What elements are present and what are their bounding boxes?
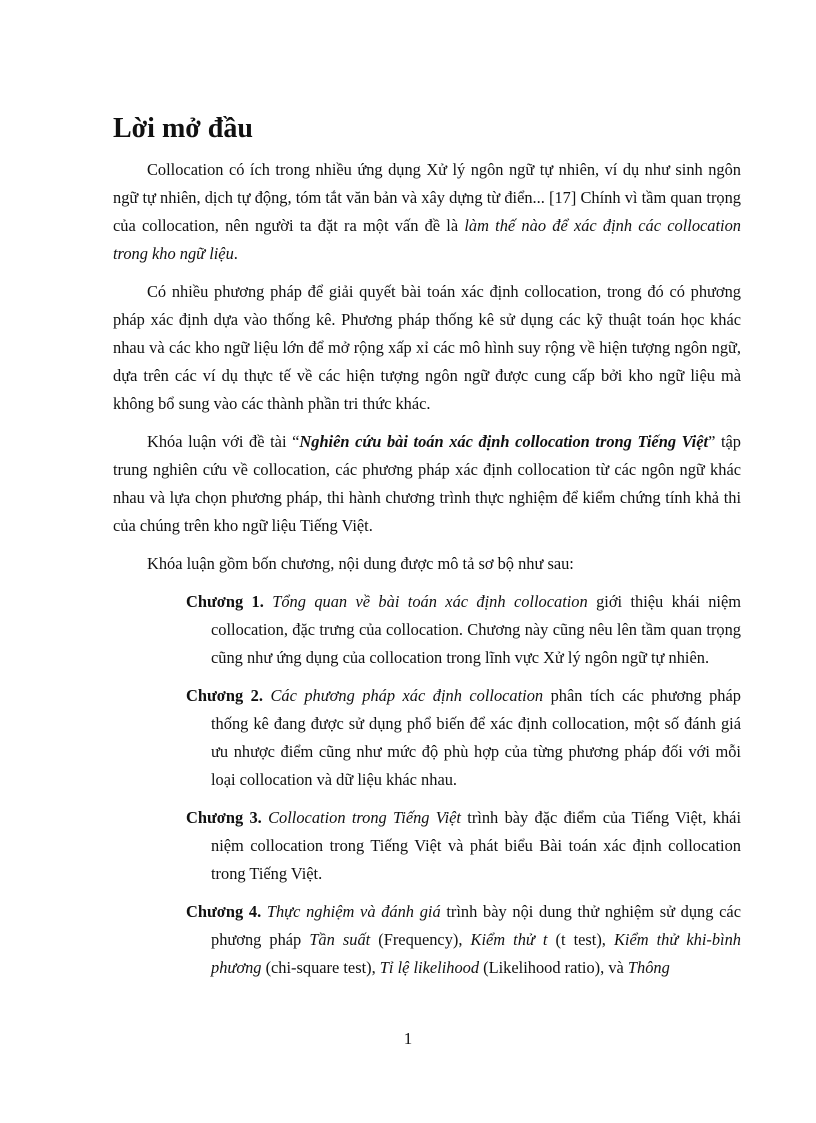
thesis-title: Nghiên cứu bài toán xác định collocation trong Tiếng Việt — [299, 432, 709, 451]
paragraph-topic-start: Khóa luận với đề tài “ — [147, 432, 300, 451]
paragraph-intro-italic: làm thế nào để xác định các collocation trong kho ngữ liệu — [113, 216, 741, 263]
page-number: 1 — [403, 1029, 413, 1048]
chapter-title: Collocation trong Tiếng Việt — [268, 808, 461, 827]
chapter-item — [186, 682, 741, 794]
paragraph-methods-text: Có nhiều phương pháp để giải quyết bài toán xác định collocation, trong đó có phương pháp xác định dựa vào thống kê. Phương pháp thống kê sử dụng các kỹ thuật toán học khác nhau và các kho ngữ liệu lớn để mở rộng xấp xỉ các mô hình suy rộng về hiện tượng ngôn ngữ, dựa trên các ví dụ thực tế về các hiện tượng ngôn ngữ được cung cấp bởi kho ngữ liệu mà không bổ sung vào các thành phần tri thức khác. — [113, 282, 741, 413]
method-t-test-en: (t test), — [547, 930, 614, 949]
paragraph-structure — [113, 550, 741, 578]
method-mutual-info: Thông — [627, 958, 670, 977]
chapter-desc: giới thiệu khái niệm collocation, đặc trưng của collocation. Chương này cũng nêu lên tầm quan trọng cũng như ứng dụng của collocation trong lĩnh vực Xử lý ngôn ngữ tự nhiên. — [211, 592, 741, 667]
paragraph-methods — [113, 278, 741, 418]
paragraph-topic-rest: ” tập trung nghiên cứu về collocation, các phương pháp xác định collocation từ các ngôn ngữ khác nhau và lựa chọn phương pháp, thi hành chương trình thực nghiệm để kiểm chứng tính khả thi của chúng trên kho ngữ liệu Tiếng Việt. — [113, 432, 741, 535]
body-text — [113, 156, 741, 992]
chapter-item — [186, 898, 741, 982]
chapter-label: Chương 3. — [186, 808, 262, 827]
chapter-label: Chương 1. — [186, 592, 264, 611]
paragraph-intro — [113, 156, 741, 268]
chapter-label: Chương 4. — [186, 902, 262, 921]
chapter-item — [186, 804, 741, 888]
paragraph-intro-text: Collocation có ích trong nhiều ứng dụng Xử lý ngôn ngữ tự nhiên, ví dụ như sinh ngôn ngữ tự nhiên, dịch tự động, tóm tắt văn bản và xây dựng từ điển... [17] Chính vì tầm quan trọng của collocation, nên người ta đặt ra một vấn đề là — [113, 160, 741, 235]
chapter-desc: trình bày đặc điểm của Tiếng Việt, khái niệm collocation trong Tiếng Việt và phát biểu Bài toán xác định collocation trong Tiếng Việt. — [211, 808, 741, 883]
chapter-desc: phân tích các phương pháp thống kê đang được sử dụng phổ biến để xác định collocation, một số đánh giá ưu nhược điểm cũng như mức độ phù hợp của từng phương pháp đối với mỗi loại collocation và dữ liệu khác nhau. — [211, 686, 741, 789]
chapter-title: Thực nghiệm và đánh giá — [266, 902, 441, 921]
chapter-item — [186, 588, 741, 672]
chapter-list — [113, 588, 741, 982]
method-chi-square: Kiểm thử khi-bình phương — [211, 930, 741, 977]
method-t-test: Kiểm thử t — [470, 930, 548, 949]
paragraph-thesis-topic — [113, 428, 741, 540]
method-chi-square-en: (chi-square test), — [261, 958, 380, 977]
method-frequency: Tần suất — [309, 930, 371, 949]
chapter-title: Tổng quan về bài toán xác định collocation — [272, 592, 588, 611]
method-frequency-en: (Frequency), — [370, 930, 471, 949]
chapter-title: Các phương pháp xác định collocation — [270, 686, 544, 705]
chapter-desc: trình bày nội dung thử nghiệm sử dụng các phương pháp — [211, 902, 741, 949]
method-likelihood: Tỉ lệ likelihood — [379, 958, 480, 977]
paragraph-structure-text: Khóa luận gồm bốn chương, nội dung được mô tả sơ bộ như sau: — [147, 554, 574, 573]
chapter-label: Chương 2. — [186, 686, 263, 705]
method-likelihood-en: (Likelihood ratio), và — [479, 958, 628, 977]
page-heading: Lời mở đầu — [113, 113, 253, 144]
paragraph-intro-end: . — [233, 244, 238, 263]
